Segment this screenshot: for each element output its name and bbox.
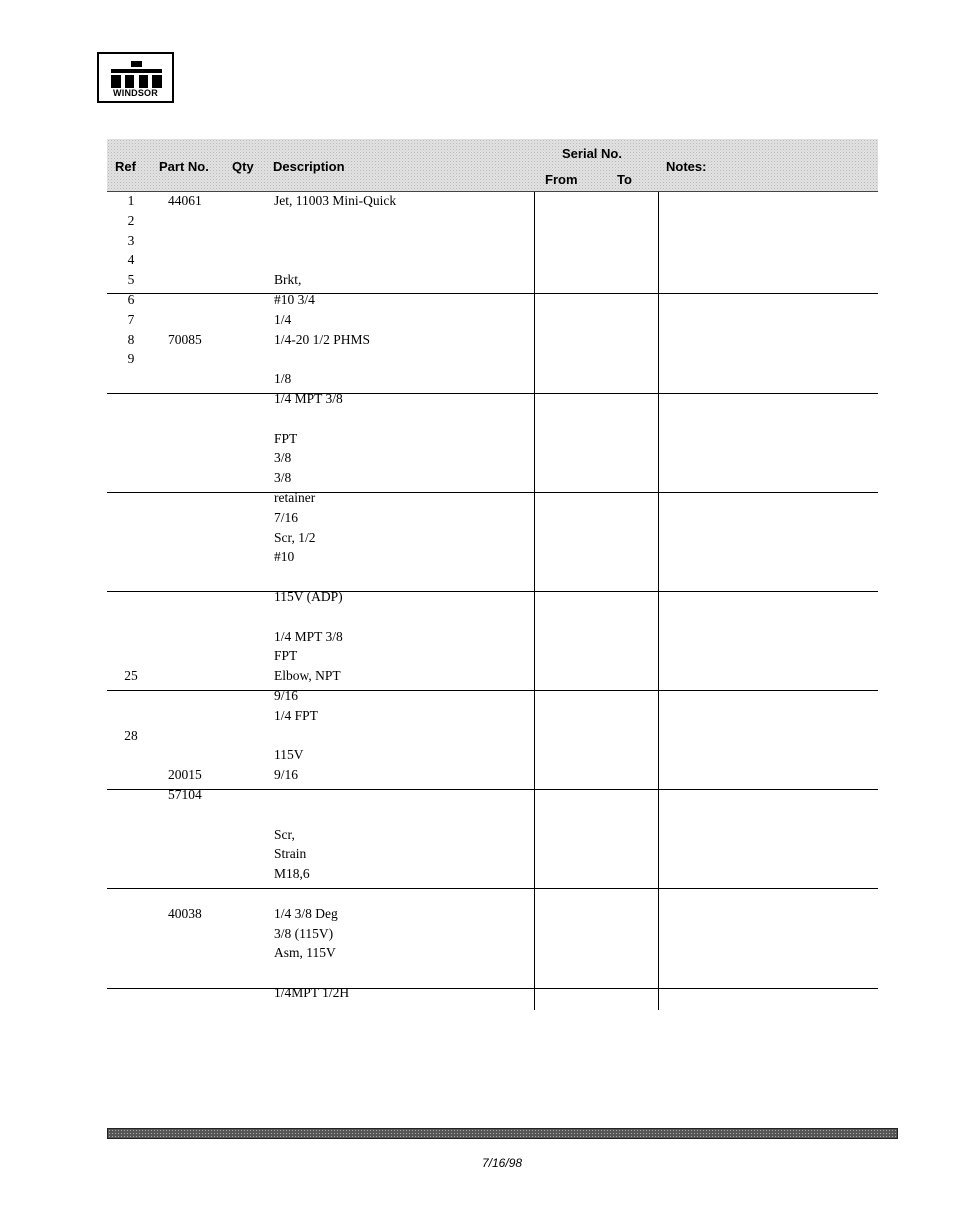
header-notes: Notes: [666, 159, 707, 174]
row-description: retainer [274, 490, 316, 505]
row-description: 1/4 [274, 312, 292, 327]
row-description: FPT [274, 648, 298, 663]
footer-date: 7/16/98 [482, 1156, 523, 1170]
row-ref: 2 [127, 213, 135, 228]
row-description: 1/4 3/8 Deg [274, 906, 338, 921]
row-part-no: 40038 [168, 906, 202, 921]
row-description: 1/4 MPT 3/8 [274, 629, 343, 644]
row-description: 1/4MPT 1/2H [274, 985, 350, 1000]
group-divider [107, 789, 878, 790]
row-description: 1/4-20 1/2 PHMS [274, 332, 371, 347]
row-description: Elbow, NPT [274, 668, 341, 683]
header-qty: Qty [232, 159, 254, 174]
row-ref: 7 [127, 312, 135, 327]
row-description: 1/8 [274, 371, 292, 386]
row-description: Jet, 11003 Mini-Quick [274, 193, 397, 208]
header-from: From [545, 172, 578, 187]
header-to: To [617, 172, 632, 187]
row-ref: 8 [127, 332, 135, 347]
row-description: 3/8 [274, 470, 292, 485]
row-ref: 25 [124, 668, 138, 683]
footer-bar [107, 1128, 898, 1139]
row-part-no: 20015 [168, 767, 202, 782]
row-ref: 5 [127, 272, 135, 287]
row-description: #10 3/4 [274, 292, 315, 307]
row-description: Scr, 1/2 [274, 530, 316, 545]
header-part-no: Part No. [159, 159, 209, 174]
row-ref: 3 [127, 233, 135, 248]
group-divider [107, 393, 878, 394]
serial-column-left-border [534, 192, 535, 1010]
header-serial-no: Serial No. [562, 146, 622, 161]
group-divider [107, 690, 878, 691]
group-divider [107, 591, 878, 592]
row-description: 115V [274, 747, 304, 762]
row-description: 7/16 [274, 510, 299, 525]
row-description: 9/16 [274, 688, 299, 703]
logo-text: WINDSOR [113, 88, 158, 98]
row-description: 3/8 [274, 450, 292, 465]
row-part-no: 57104 [168, 787, 202, 802]
row-ref: 4 [127, 252, 135, 267]
row-description: Asm, 115V [274, 945, 336, 960]
row-description: FPT [274, 431, 298, 446]
row-description: M18,6 [274, 866, 310, 881]
row-description: Scr, [274, 827, 295, 842]
row-ref: 6 [127, 292, 135, 307]
row-ref: 9 [127, 351, 135, 366]
row-ref: 28 [124, 728, 138, 743]
row-description: Brkt, [274, 272, 302, 287]
header-ref: Ref [115, 159, 136, 174]
row-part-no: 70085 [168, 332, 202, 347]
row-part-no: 44061 [168, 193, 202, 208]
group-divider [107, 492, 878, 493]
group-divider [107, 988, 878, 989]
row-description: 1/4 MPT 3/8 [274, 391, 343, 406]
notes-column-left-border [658, 192, 659, 1010]
group-divider [107, 293, 878, 294]
row-description: 1/4 FPT [274, 708, 318, 723]
row-description: 115V (ADP) [274, 589, 343, 604]
header-description: Description [273, 159, 345, 174]
row-description: 3/8 (115V) [274, 926, 334, 941]
row-description: Strain [274, 846, 307, 861]
row-description: #10 [274, 549, 295, 564]
group-divider [107, 888, 878, 889]
row-description: 9/16 [274, 767, 299, 782]
row-ref: 1 [127, 193, 135, 208]
